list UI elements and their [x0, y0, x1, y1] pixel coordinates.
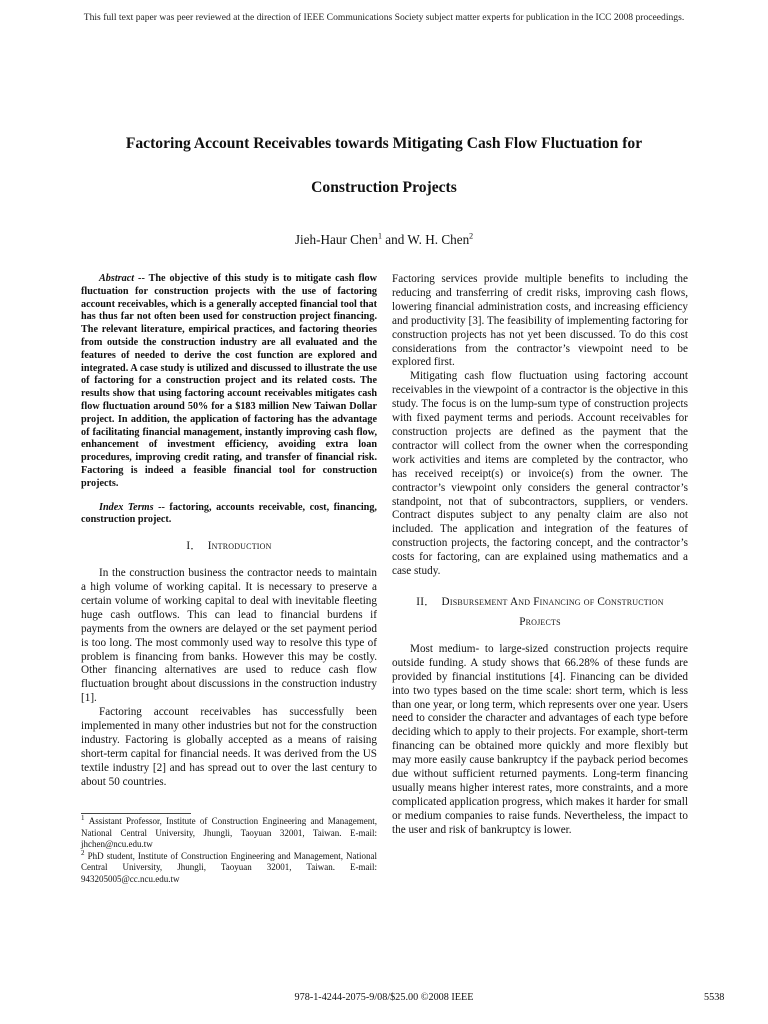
section-heading-disbursement-line-2	[392, 615, 688, 629]
footnote-1-mark: 1	[81, 814, 85, 822]
section-heading-disbursement	[392, 595, 688, 609]
footnote-2-text: PhD student, Institute of Construction Engineering and Management, National Central University, Jhungli, Taoyuan 32001, Taiwan. E-mail: 943205005@cc.ncu.edu.tw	[81, 850, 377, 884]
right-paragraph-3: Most medium- to large-sized construction projects require outside funding. A study shows that 66.28% of these funds are provided by financial institutions [4]. Financing can be divided into two types based on the time scale: short term, which is less than one year, or long term, which represents over one year. Users need to consider the character and advantages of each type before deciding which to apply to their projects. For example, short-term financing can be obtained more quickly and more flexibly but may more easily cause bankruptcy if the payback period becomes due without sufficient returned payments. Long-term financing usually means higher interest rates, more constraints, and a more complicated application progress, which makes it harder for small or medium companies to raise funds. Nevertheless, the impact to the user and risk of bankruptcy is lower.	[392, 642, 688, 836]
paper-title-line-2: Construction Projects	[311, 179, 457, 196]
index-terms-separator: --	[153, 501, 170, 513]
abstract-separator: --	[134, 273, 149, 284]
right-paragraph-1: Factoring services provide multiple benefits to including the reducing and transferring of credit risks, improving cash flows, lowering financial administration costs, and increasing efficiency and productivity [3]. The feasibility of implementing factoring for construction projects has not yet been discussed. To do this cost considerations from the contractor’s viewpoint need to be explored first.	[392, 273, 688, 369]
abstract-text: The objective of this study is to mitigate cash flow fluctuation for construction projects with the use of factoring account receivables, which is a generally accepted financial tool that has thus far not often been used for construction project financing. The relevant literature, empirical practices, and factoring theories from outside the construction industry are all evaluated and the features of needed to derive the cost function are explored and integrated. A case study is utilized and discussed to illustrate the use of factoring for a construction project and its related costs. The results show that using factoring account receivables mitigates cash flow fluctuation around 50% for a $183 million New Taiwan Dollar project. In addition, the application of factoring has the advantage of facilitating financial management, instantly improving cash flow, enhancement of investment efficiency, avoiding extra loan procedures, improving credit rating, and transfer of financial risk. Factoring is indeed a feasible financial tool for construction projects.	[81, 273, 377, 489]
copyright-code: 978-1-4244-2075-9/08/$25.00 ©2008 IEEE	[294, 992, 474, 1003]
section-2-title-line-2: Projects	[519, 615, 561, 628]
footnotes	[81, 813, 377, 885]
right-paragraph-2: Mitigating cash flow fluctuation using factoring account receivables in the viewpoint of a contractor is the objective in this study. The focus is on the lump-sum type of construction projects with fixed payment terms and periods. Account receivables for construction projects are defined as the payment that the contractor will collect from the owner when the corresponding work activities and items are completed by the contractor, who has received receipt(s) or invoice(s) from the owner. The contractor’s viewpoint only considers the general contractor’s standpoint, not that of subcontractors, suppliers, or venders. Contract disputes subject to any penalty claim are also not included. The application and integration of the features of construction projects, the factoring concept, and the contractor’s costs for factoring, can are explained using mathematics and a case study.	[392, 370, 688, 578]
right-column	[392, 273, 688, 838]
author-1: Jieh-Haur Chen	[294, 232, 378, 247]
section-number: I．	[186, 540, 202, 553]
abstract	[81, 273, 377, 491]
footnote-1	[81, 816, 377, 851]
footnote-rule	[81, 813, 191, 814]
author-2-affiliation-mark: 2	[469, 231, 474, 241]
index-terms	[81, 502, 377, 528]
section-2-title-line-1: Disbursement And Financing of Construction	[441, 595, 664, 608]
section-title: Introduction	[207, 540, 272, 553]
author-line	[0, 232, 768, 248]
section-heading-introduction	[81, 539, 377, 553]
index-terms-label: Index Terms	[99, 501, 154, 513]
left-column	[81, 273, 377, 790]
section-2-number: II．	[416, 595, 436, 608]
intro-paragraph-2: Factoring account receivables has successfully been implemented in many other industries but not for the construction industry. Factoring is globally accepted as a means of raising short-term capital for financial needs. It was derived from the US textile industry [2] and has spread out to over the last century to about 50 countries.	[81, 706, 377, 788]
abstract-label: Abstract	[99, 273, 135, 284]
footnote-2	[81, 848, 377, 886]
paper-title-line-1: Factoring Account Receivables towards Mitigating Cash Flow Fluctuation for	[125, 135, 643, 152]
author-1-affiliation-mark: 1	[377, 231, 382, 241]
intro-paragraph-1: In the construction business the contractor needs to maintain a high volume of working capital. It is necessary to preserve a certain volume of working capital to deal with inevitable fleeting huge cash outflows. This can lead to financial burdens if payments from the owners are delayed or the set payment period is too long. The most commonly used way to resolve this type of problem is financing from banks. However this may be costly. Other financing alternatives are used to reduce cash flow fluctuation brought about discussions in the construction industry [1].	[81, 567, 377, 705]
footnote-2-mark: 2	[81, 848, 85, 857]
page-number: 5538	[704, 992, 725, 1003]
footnote-1-text: Assistant Professor, Institute of Construction Engineering and Management, National Central University, Jhungli, Taoyuan 32001, Taiwan. E-mail: jhchen@ncu.edu.tw	[81, 816, 378, 849]
peer-review-note: This full text paper was peer reviewed at the direction of IEEE Communications Society subject matter experts for publication in the ICC 2008 proceedings.	[83, 12, 685, 23]
author-conjunction: and	[381, 232, 408, 247]
index-terms-text: factoring, accounts receivable, cost, financing, construction project.	[81, 501, 377, 526]
author-2: W. H. Chen	[407, 232, 470, 247]
